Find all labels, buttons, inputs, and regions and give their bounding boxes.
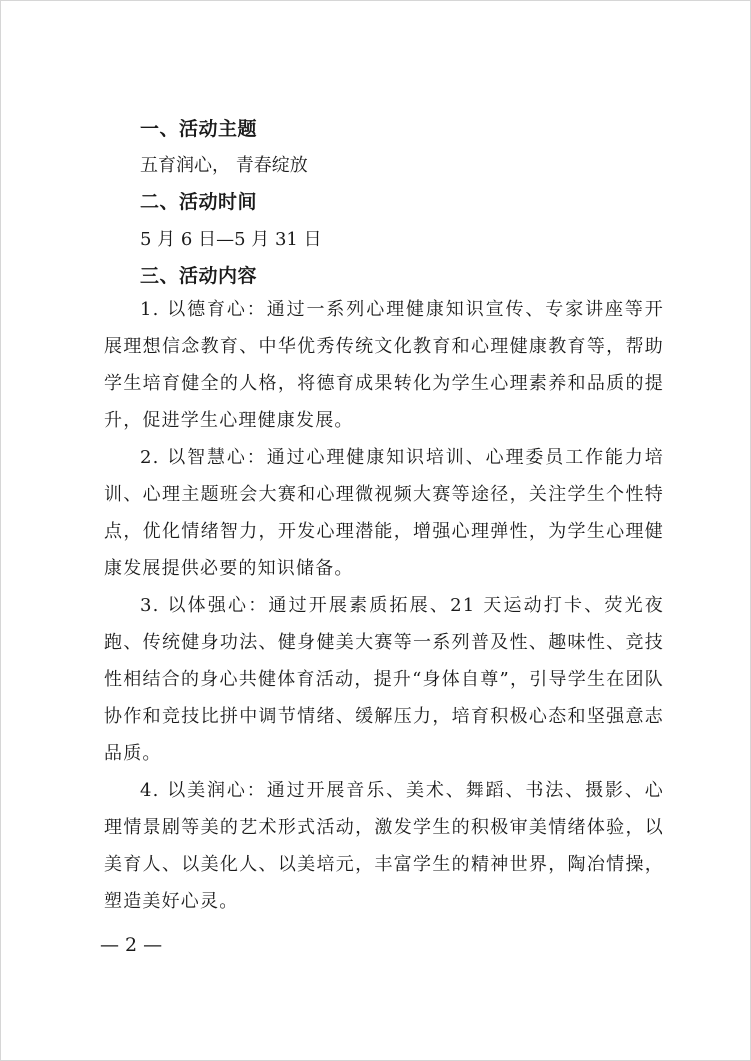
section-heading-time: 二、活动时间 (140, 191, 258, 213)
section-heading-theme: 一、活动主题 (140, 118, 258, 140)
content-item-wisdom: 2. 以智慧心：通过心理健康知识培训、心理委员工作能力培训、心理主题班会大赛和心理微视频大赛等途径，关注学生个性特点，优化情绪智力，开发心理潜能，增强心理弹性，为学生心理健康发展提供必要的知识储备。 (104, 447, 664, 579)
content-item-aesthetic: 4. 以美润心：通过开展音乐、美术、舞蹈、书法、摄影、心理情景剧等美的艺术形式活动，激发学生的积极审美情绪体验，以美育人、以美化人、以美培元，丰富学生的精神世界，陶冶情操，塑造美好心灵。 (104, 780, 664, 912)
page-number: — 2 — (100, 934, 163, 956)
content-item-moral: 1. 以德育心：通过一系列心理健康知识宣传、专家讲座等开展理想信念教育、中华优秀传统文化教育和心理健康教育等，帮助学生培育健全的人格，将德育成果转化为学生心理素养和品质的提升，促进学生心理健康发展。 (104, 299, 664, 431)
section-heading-content: 三、活动内容 (140, 265, 258, 287)
theme-content: 五育润心， 青春绽放 (140, 155, 308, 176)
time-content: 5 月 6 日—5 月 31 日 (140, 229, 322, 250)
content-item-sports: 3. 以体强心：通过开展素质拓展、21 天运动打卡、荧光夜跑、传统健身功法、健身健美大赛等一系列普及性、趣味性、竞技性相结合的身心共健体育活动，提升“身体自尊”，引导学生在团队协作和竞技比拼中调节情绪、缓解压力，培育积极心态和坚强意志品质。 (104, 595, 664, 764)
